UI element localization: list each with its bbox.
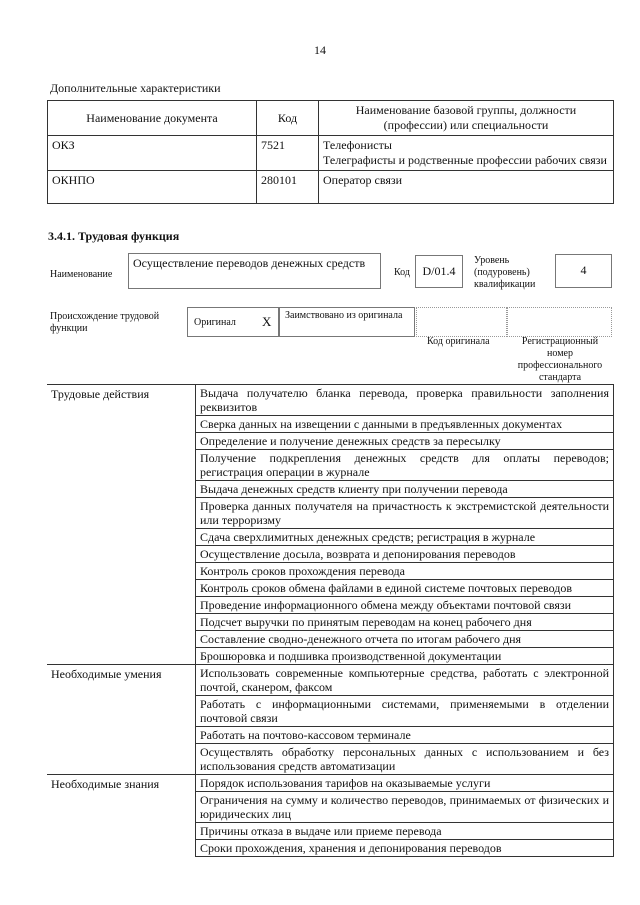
- level-label: Уровень (подуровень) квалификации: [474, 255, 536, 290]
- list-item: Проверка данных получателя на причастность к экстремистской деятельности или терроризму: [196, 498, 614, 529]
- header-code: Код: [257, 101, 319, 136]
- labor-function-heading: 3.4.1. Трудовая функция: [48, 229, 180, 243]
- table-header-row: [48, 101, 614, 136]
- names-cell: [319, 136, 614, 171]
- table-row: [47, 665, 614, 696]
- group-name: Телефонисты: [323, 138, 392, 152]
- group-name: Оператор связи: [323, 173, 403, 187]
- table-row: [47, 385, 614, 416]
- list-item: Проведение информационного обмена между объектами почтовой связи: [196, 597, 614, 614]
- page-number: 14: [314, 43, 326, 57]
- list-item: Составление сводно-денежного отчета по итогам рабочего дня: [196, 631, 614, 648]
- function-name-box: Осуществление переводов денежных средств: [128, 253, 381, 289]
- list-item: Ограничения на сумму и количество переводов, принимаемых от физических и юридических лиц: [196, 792, 614, 823]
- list-item: Выдача получателю бланка перевода, проверка правильности заполнения реквизитов: [196, 385, 614, 416]
- labor-function-table: [47, 384, 614, 857]
- name-label: Наименование: [50, 269, 113, 280]
- code-label: Код: [394, 267, 410, 278]
- list-item: Контроль сроков обмена файлами в единой системе почтовых переводов: [196, 580, 614, 597]
- list-item: Выдача денежных средств клиенту при получении перевода: [196, 481, 614, 498]
- list-item: Осуществление досыла, возврата и депонирования переводов: [196, 546, 614, 563]
- original-label: Оригинал: [194, 317, 236, 328]
- original-box: [187, 307, 279, 337]
- list-item: Подсчет выручки по принятым переводам на конец рабочего дня: [196, 614, 614, 631]
- header-group-name: Наименование базовой группы, должности (профессии) или специальности: [319, 101, 614, 136]
- header-document: Наименование документа: [48, 101, 257, 136]
- category-labor-actions: Трудовые действия: [47, 385, 196, 665]
- borrowed-label: Заимствовано из оригинала: [285, 310, 403, 321]
- section-title: Дополнительные характеристики: [50, 81, 221, 95]
- list-item: Брошюровка и подшивка производственной документации: [196, 648, 614, 665]
- names-cell: [319, 171, 614, 204]
- code-original-label: Код оригинала: [427, 336, 490, 347]
- list-item: Определение и получение денежных средств за пересылку: [196, 433, 614, 450]
- level-box: 4: [555, 254, 612, 288]
- list-item: Порядок использования тарифов на оказываемые услуги: [196, 775, 614, 792]
- code-cell: 280101: [257, 171, 319, 204]
- code-cell: 7521: [257, 136, 319, 171]
- list-item: Осуществлять обработку персональных данных с использованием и без использования средств автоматизации: [196, 744, 614, 775]
- category-required-knowledge: Необходимые знания: [47, 775, 196, 857]
- doc-cell: ОКНПО: [48, 171, 257, 204]
- list-item: Причины отказа в выдаче или приеме перевода: [196, 823, 614, 840]
- reg-number-label: Регистрационный номер профессионального стандарта: [517, 336, 603, 383]
- borrowed-box: [279, 307, 415, 337]
- table-row: [48, 171, 614, 204]
- category-required-skills: Необходимые умения: [47, 665, 196, 775]
- list-item: Сроки прохождения, хранения и депонирования переводов: [196, 840, 614, 857]
- doc-cell: ОКЗ: [48, 136, 257, 171]
- list-item: Контроль сроков прохождения перевода: [196, 563, 614, 580]
- original-mark: X: [262, 314, 272, 329]
- table-row: [48, 136, 614, 171]
- origin-label: Происхождение трудовой функции: [50, 311, 160, 334]
- list-item: Сверка данных на извещении с данными в предъявленных документах: [196, 416, 614, 433]
- list-item: Сдача сверхлимитных денежных средств; регистрация в журнале: [196, 529, 614, 546]
- list-item: Работать на почтово-кассовом терминале: [196, 727, 614, 744]
- code-original-box: [416, 307, 507, 337]
- additional-characteristics-table: [47, 100, 614, 204]
- list-item: Работать с информационными системами, применяемыми в отделении почтовой связи: [196, 696, 614, 727]
- list-item: Использовать современные компьютерные средства, работать с электронной почтой, сканером, факсом: [196, 665, 614, 696]
- group-name: Телеграфисты и родственные профессии рабочих связи: [323, 153, 607, 167]
- list-item: Получение подкрепления денежных средств для оплаты переводов; регистрация операции в журнале: [196, 450, 614, 481]
- reg-number-box: [507, 307, 612, 337]
- function-code-box: D/01.4: [415, 255, 463, 288]
- table-row: [47, 775, 614, 792]
